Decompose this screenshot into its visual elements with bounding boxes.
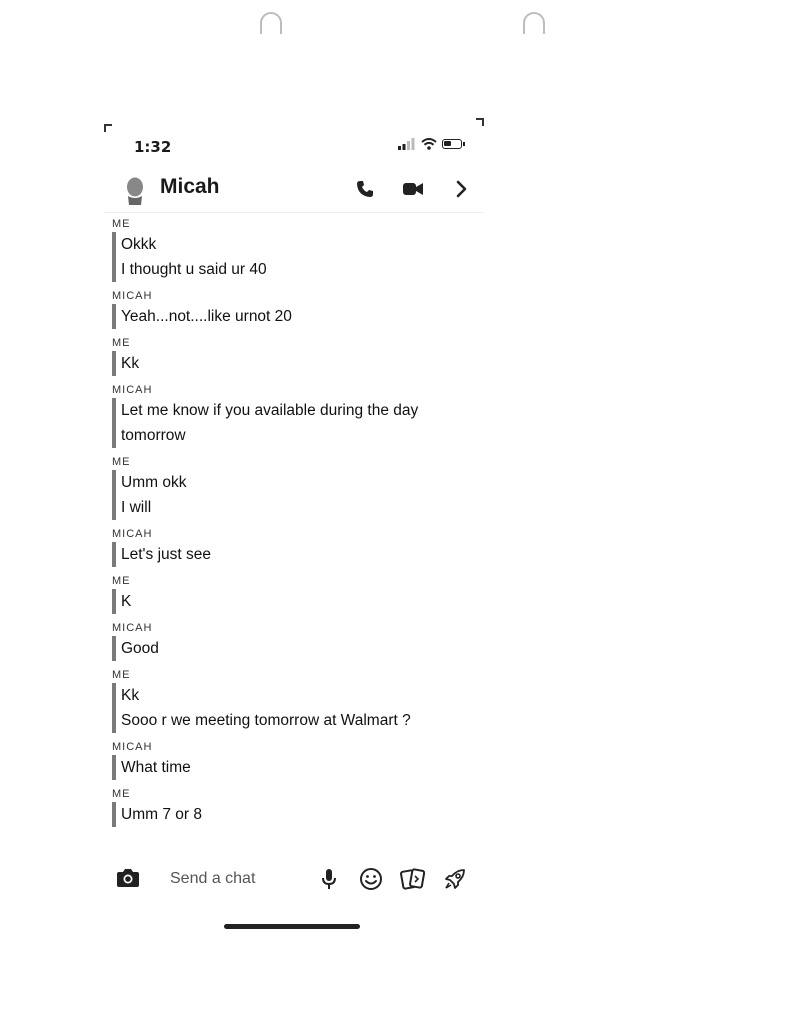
header-actions	[352, 176, 474, 202]
chat-input[interactable]	[162, 866, 318, 892]
message-sender: ME	[112, 456, 131, 468]
message-group	[112, 788, 474, 827]
punch-hole-right	[523, 12, 545, 34]
message-bubble[interactable]	[112, 636, 474, 661]
message-bubble[interactable]	[112, 351, 474, 376]
message-group	[112, 575, 474, 614]
phone-icon	[356, 180, 374, 198]
status-time: 1:32	[134, 138, 172, 156]
cards-button[interactable]	[400, 866, 426, 892]
chat-header	[104, 170, 484, 213]
message-text: Good	[121, 640, 159, 657]
message-bubble[interactable]	[112, 470, 474, 520]
video-camera-icon	[402, 181, 424, 197]
signal-icon	[398, 138, 416, 150]
message-sender: ME	[112, 669, 131, 681]
message-text: K	[121, 593, 132, 610]
message-text: Let me know if you available during the day	[121, 402, 419, 419]
chevron-right-icon	[454, 180, 468, 198]
message-list[interactable]	[112, 218, 474, 850]
message-group	[112, 456, 474, 520]
more-button[interactable]	[448, 176, 474, 202]
wifi-icon	[421, 138, 437, 150]
message-bubble[interactable]	[112, 802, 474, 827]
message-text: Kk	[121, 355, 140, 372]
message-text: Sooo r we meeting tomorrow at Walmart ?	[121, 712, 411, 729]
message-bubble[interactable]	[112, 755, 474, 780]
message-text: Umm okk	[121, 474, 187, 491]
message-group	[112, 622, 474, 661]
voice-button[interactable]	[316, 866, 342, 892]
message-sender: ME	[112, 788, 131, 800]
punch-hole-left	[260, 12, 282, 34]
message-bubble[interactable]	[112, 304, 474, 329]
message-sender: MICAH	[112, 528, 153, 540]
input-actions	[316, 866, 468, 892]
message-group	[112, 669, 474, 733]
camera-icon	[116, 867, 140, 889]
message-sender: MICAH	[112, 290, 153, 302]
message-text: Let's just see	[121, 546, 211, 563]
message-text: Yeah...not....like urnot 20	[121, 308, 292, 325]
microphone-icon	[321, 868, 337, 890]
message-group	[112, 290, 474, 329]
message-text: Kk	[121, 687, 140, 704]
message-text: I will	[121, 499, 152, 516]
message-bubble[interactable]	[112, 683, 474, 733]
message-group	[112, 528, 474, 567]
message-sender: ME	[112, 337, 131, 349]
home-indicator[interactable]	[224, 924, 360, 929]
rocket-icon	[443, 867, 467, 891]
message-bubble[interactable]	[112, 232, 474, 282]
message-sender: MICAH	[112, 741, 153, 753]
message-bubble[interactable]	[112, 542, 474, 567]
contact-name[interactable]: Micah	[160, 175, 220, 198]
phone-screen	[104, 120, 482, 940]
status-bar	[104, 134, 474, 164]
message-group	[112, 337, 474, 376]
emoji-button[interactable]	[358, 866, 384, 892]
message-sender: ME	[112, 575, 131, 587]
video-call-button[interactable]	[400, 176, 426, 202]
message-sender: MICAH	[112, 622, 153, 634]
battery-icon	[442, 139, 462, 149]
message-sender: MICAH	[112, 384, 153, 396]
camera-button[interactable]	[116, 867, 140, 891]
message-text: Okkk	[121, 236, 157, 253]
status-icons	[398, 138, 462, 150]
message-group	[112, 384, 474, 448]
message-text: Umm 7 or 8	[121, 806, 202, 823]
message-text: What time	[121, 759, 191, 776]
cards-icon	[400, 867, 426, 891]
avatar-icon[interactable]	[122, 176, 148, 206]
call-button[interactable]	[352, 176, 378, 202]
message-bubble[interactable]	[112, 398, 474, 448]
message-group	[112, 741, 474, 780]
message-text: tomorrow	[121, 427, 186, 444]
chat-input-bar	[104, 862, 476, 896]
games-button[interactable]	[442, 866, 468, 892]
message-bubble[interactable]	[112, 589, 474, 614]
message-text: I thought u said ur 40	[121, 261, 267, 278]
message-sender: ME	[112, 218, 131, 230]
message-group	[112, 218, 474, 282]
smiley-icon	[359, 867, 383, 891]
